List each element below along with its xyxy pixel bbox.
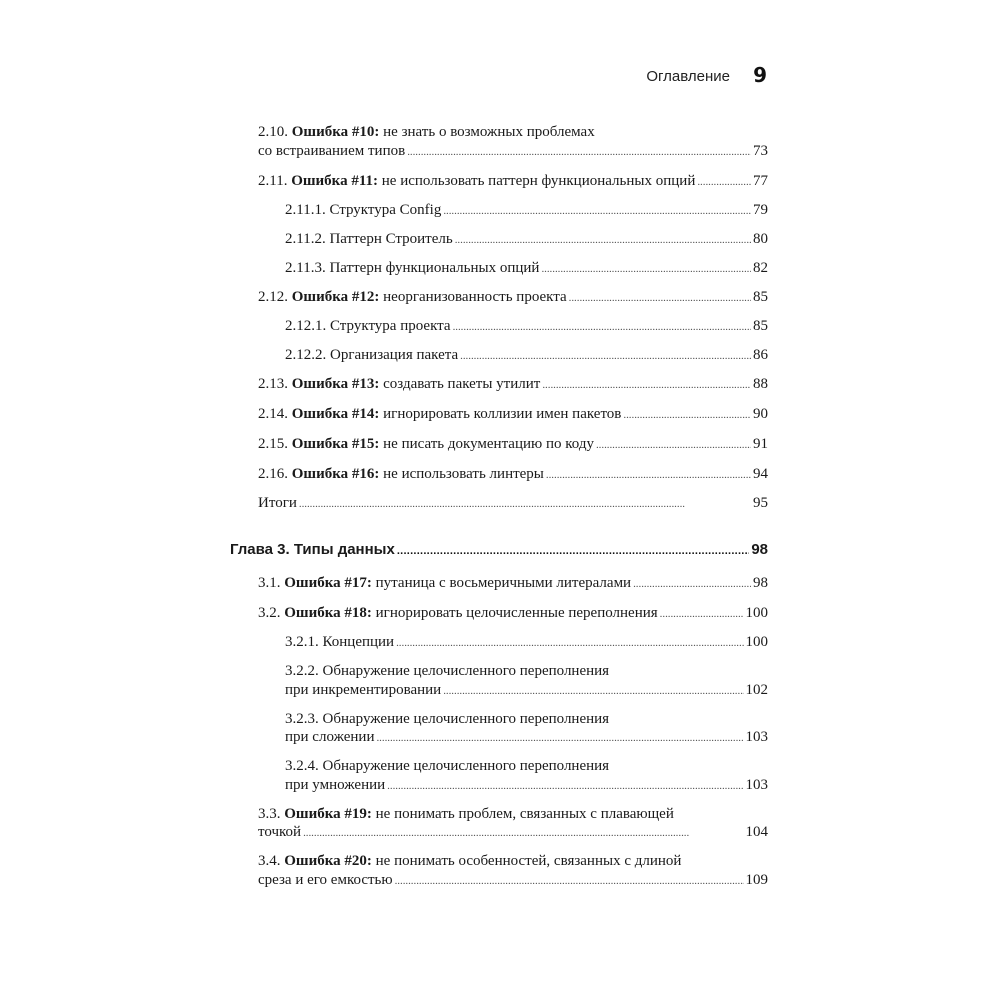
entry-text: создавать пакеты утилит — [383, 376, 541, 392]
toc-entry-2-11-1[interactable] — [285, 201, 768, 220]
entry-text: точкой — [258, 824, 302, 840]
dot-leader — [546, 466, 751, 484]
toc-entry-2-10-line1 — [258, 123, 595, 141]
toc-entry-2-11[interactable] — [258, 172, 768, 191]
error-label: Ошибка #16: — [291, 466, 380, 482]
error-label: Ошибка #15: — [291, 436, 380, 452]
entry-number: 3.2.2. — [285, 663, 319, 679]
entry-number: 2.10. — [258, 124, 288, 140]
toc-entry-3-3[interactable] — [258, 823, 768, 842]
entry-text: при инкрементировании — [285, 682, 442, 698]
dot-leader — [697, 173, 751, 191]
error-label: Ошибка #18: — [284, 605, 372, 621]
entry-number: 3.2.1. — [285, 634, 319, 650]
dot-leader — [623, 406, 751, 424]
entry-number: 3.1. — [258, 575, 281, 591]
entry-number: 2.12. — [258, 289, 288, 305]
entry-number: 3.2. — [258, 605, 281, 621]
entry-text: Паттерн Строитель — [329, 231, 453, 247]
entry-number: 2.12.1. — [285, 318, 327, 334]
page-number: 9 — [753, 63, 767, 87]
entry-text: путаница с восьмеричными литералами — [375, 575, 632, 591]
toc-entry-3-2-4[interactable] — [285, 776, 768, 795]
toc-entry-2-14[interactable] — [258, 405, 768, 424]
toc-entry-2-15[interactable] — [258, 435, 768, 454]
entry-number: 3.2.4. — [285, 758, 319, 774]
toc-entry-2-11-2[interactable] — [285, 230, 768, 249]
entry-text: Обнаружение целочисленного переполнения — [322, 663, 610, 679]
dot-leader — [443, 682, 743, 700]
entry-text: Концепции — [322, 634, 395, 650]
page-ref: 100 — [745, 634, 768, 650]
error-label: Ошибка #12: — [291, 289, 380, 305]
toc-entry-2-11-3[interactable] — [285, 259, 768, 278]
page-ref: 95 — [753, 495, 768, 511]
toc-entry-3-4[interactable] — [258, 871, 768, 890]
entry-number: 2.11.1. — [285, 202, 326, 218]
dot-leader — [453, 318, 751, 336]
entry-text: Обнаружение целочисленного переполнения — [322, 711, 610, 727]
toc-entry-2-13[interactable] — [258, 375, 768, 394]
table-of-contents — [230, 0, 770, 1000]
entry-text: не писать документацию по коду — [383, 436, 594, 452]
page-ref: 109 — [745, 872, 768, 888]
toc-entry-3-3-line1 — [258, 805, 674, 823]
entry-text: Организация пакета — [330, 347, 459, 363]
page-ref: 88 — [753, 376, 768, 392]
error-label: Ошибка #17: — [284, 575, 372, 591]
page-ref: 98 — [751, 541, 768, 558]
dot-leader — [460, 347, 751, 365]
error-label: Ошибка #14: — [291, 406, 380, 422]
error-label: Ошибка #20: — [284, 853, 372, 869]
page-ref: 102 — [745, 682, 768, 698]
entry-text: со встраиванием типов — [258, 143, 406, 159]
toc-entry-summary[interactable] — [258, 494, 768, 513]
error-label: Ошибка #11: — [291, 173, 379, 189]
entry-text: игнорировать целочисленные переполнения — [375, 605, 658, 621]
toc-entry-2-16[interactable] — [258, 465, 768, 484]
dot-leader — [443, 202, 751, 220]
entry-text: Структура Config — [329, 202, 442, 218]
page-ref: 82 — [753, 260, 768, 276]
dot-leader — [541, 260, 751, 278]
dot-leader — [542, 376, 751, 394]
dot-leader — [299, 495, 751, 513]
dot-leader — [376, 729, 743, 747]
page-ref: 79 — [753, 202, 768, 218]
page-ref: 100 — [745, 605, 768, 621]
entry-text: Структура проекта — [330, 318, 451, 334]
dot-leader — [596, 436, 751, 454]
dot-leader — [455, 231, 751, 249]
toc-entry-3-2-4-line1 — [285, 757, 609, 775]
dot-leader — [569, 289, 751, 307]
entry-number: 2.13. — [258, 376, 288, 392]
entry-number: 3.3. — [258, 806, 281, 822]
page-ref: 85 — [753, 318, 768, 334]
toc-entry-3-2-2[interactable] — [285, 681, 768, 700]
entry-number: 2.12.2. — [285, 347, 327, 363]
dot-leader — [395, 872, 744, 890]
toc-entry-3-2-3[interactable] — [285, 728, 768, 747]
dot-leader — [633, 575, 751, 593]
entry-number: 2.15. — [258, 436, 288, 452]
page-ref: 77 — [753, 173, 768, 189]
toc-entry-3-2-2-line1 — [285, 662, 609, 680]
chapter-title: Глава 3. Типы данных — [230, 541, 395, 558]
toc-entry-3-2-3-line1 — [285, 710, 609, 728]
page-ref: 104 — [745, 824, 768, 840]
entry-text: Итоги — [258, 495, 297, 511]
toc-entry-3-1[interactable] — [258, 574, 768, 593]
error-label: Ошибка #19: — [284, 806, 372, 822]
entry-text: Обнаружение целочисленного переполнения — [322, 758, 610, 774]
entry-text: Паттерн функциональных опций — [329, 260, 540, 276]
entry-text: игнорировать коллизии имен пакетов — [383, 406, 622, 422]
entry-text: не понимать особенностей, связанных с длиной — [375, 853, 682, 869]
toc-chapter-3[interactable] — [230, 541, 768, 560]
entry-number: 2.14. — [258, 406, 288, 422]
entry-text: не понимать проблем, связанных с плавающей — [375, 806, 674, 822]
toc-entry-3-2[interactable] — [258, 604, 768, 623]
page-ref: 98 — [753, 575, 768, 591]
running-head-title: Оглавление — [646, 68, 730, 85]
toc-entry-2-12-1[interactable] — [285, 317, 768, 336]
page-ref: 80 — [753, 231, 768, 247]
entry-text: не использовать линтеры — [383, 466, 544, 482]
toc-entry-2-10[interactable] — [258, 142, 768, 161]
page-ref: 91 — [753, 436, 768, 452]
entry-number: 2.16. — [258, 466, 288, 482]
error-label: Ошибка #10: — [291, 124, 380, 140]
page-ref: 103 — [745, 777, 768, 793]
page-ref: 94 — [753, 466, 768, 482]
entry-text: среза и его емкостью — [258, 872, 393, 888]
dot-leader — [303, 824, 743, 842]
page-ref: 73 — [753, 143, 768, 159]
entry-number: 3.2.3. — [285, 711, 319, 727]
entry-text: при умножении — [285, 777, 386, 793]
page-ref: 86 — [753, 347, 768, 363]
entry-text: неорганизованность проекта — [383, 289, 567, 305]
toc-entry-3-2-1[interactable] — [285, 633, 768, 652]
toc-entry-2-12-2[interactable] — [285, 346, 768, 365]
entry-number: 2.11.3. — [285, 260, 326, 276]
toc-entry-2-12[interactable] — [258, 288, 768, 307]
page-ref: 90 — [753, 406, 768, 422]
entry-text: не использовать паттерн функциональных опций — [381, 173, 696, 189]
page-ref: 103 — [745, 729, 768, 745]
entry-text: при сложении — [285, 729, 375, 745]
dot-leader — [396, 634, 743, 652]
dot-leader — [660, 605, 744, 623]
entry-number: 2.11.2. — [285, 231, 326, 247]
dot-leader — [407, 143, 751, 161]
error-label: Ошибка #13: — [291, 376, 380, 392]
dot-leader — [397, 542, 749, 560]
entry-number: 3.4. — [258, 853, 281, 869]
dot-leader — [387, 777, 743, 795]
entry-text: не знать о возможных проблемах — [383, 124, 595, 140]
page-ref: 85 — [753, 289, 768, 305]
entry-number: 2.11. — [258, 173, 288, 189]
toc-entry-3-4-line1 — [258, 852, 681, 870]
